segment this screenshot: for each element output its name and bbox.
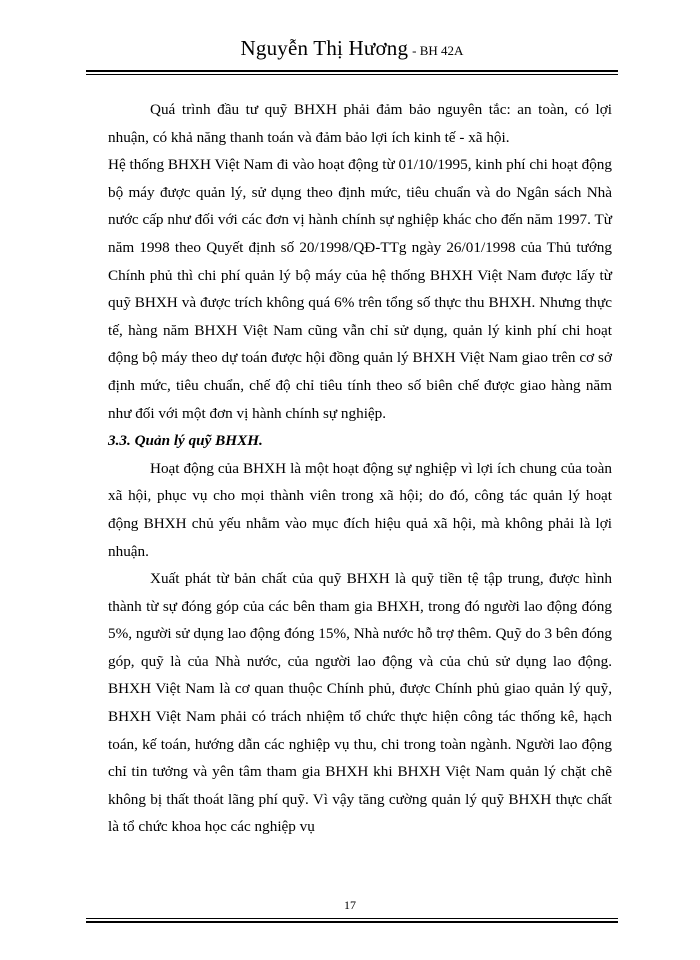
- class-label: - BH 42A: [412, 43, 464, 58]
- paragraph-operating-costs: Hệ thống BHXH Việt Nam đi vào hoạt động từ 01/10/1995, kinh phí chi hoạt động bộ máy được quản lý, sử dụng theo định mức, tiêu chuẩn và do Ngân sách Nhà nước cấp như đối với các đơn vị hành chính sự nghiệp khác cho đến năm 1997. Từ năm 1998 theo Quyết định số 20/1998/QĐ-TTg ngày 26/01/1998 của Thủ tướng Chính phủ thì chi phí quản lý bộ máy của hệ thống BHXH Việt Nam được lấy từ quỹ BHXH và được trích không quá 6% trên tổng số thực thu BHXH. Nhưng thực tế, hàng năm BHXH Việt Nam cũng vẫn chỉ sử dụng, quản lý kinh phí chi hoạt động bộ máy theo dự toán được hội đồng quản lý BHXH Việt Nam giao trên cơ sở định mức, tiêu chuẩn, chế độ chỉ tiêu tính theo số biên chế được giao hàng năm như đối với một đơn vị hành chính sự nghiệp.: [108, 156, 612, 422]
- paragraph-social-purpose: Hoạt động của BHXH là một hoạt động sự nghiệp vì lợi ích chung của toàn xã hội, phục vụ cho mọi thành viên trong xã hội; do đó, công tác quản lý hoạt động BHXH chủ yếu nhằm vào mục đích hiệu quả xã hội, mà không phải là lợi nhuận.: [108, 459, 612, 560]
- page-number: 17: [344, 898, 356, 912]
- document-body: [108, 96, 612, 841]
- paragraph-investment-principles: Quá trình đầu tư quỹ BHXH phải đảm bảo nguyên tắc: an toàn, có lợi nhuận, có khả năng thanh toán và đảm bảo lợi ích kinh tế - xã hội.: [108, 101, 612, 146]
- footer-rule-thick: [86, 921, 618, 923]
- paragraph-fund-nature: Xuất phát từ bản chất của quỹ BHXH là quỹ tiền tệ tập trung, được hình thành từ sự đóng góp của các bên tham gia BHXH, trong đó người lao động đóng 5%, người sử dụng lao động đóng 15%, Nhà nước hỗ trợ thêm. Quỹ do 3 bên đóng góp, quỹ là của Nhà nước, của người lao động và của chủ sử dụng lao động. BHXH Việt Nam là cơ quan thuộc Chính phủ, được Chính phủ giao quản lý quỹ, BHXH Việt Nam phải có trách nhiệm tổ chức thực hiện công tác thống kê, hạch toán, kế toán, hướng dẫn các nghiệp vụ thu, chi trong toàn ngành. Người lao động chỉ tin tưởng và yên tâm tham gia BHXH khi BHXH Việt Nam quản lý chặt chẽ không bị thất thoát lãng phí quỹ. Vì vậy tăng cường quản lý quỹ BHXH thực chất là tổ chức khoa học các nghiệp vụ: [108, 570, 612, 836]
- header-rule-thick: [86, 70, 618, 72]
- author-name: Nguyễn Thị Hương: [240, 36, 409, 60]
- header-rule-thin: [86, 74, 618, 75]
- page-header: [86, 36, 618, 72]
- section-heading: 3.3. Quản lý quỹ BHXH.: [108, 432, 263, 450]
- footer-rule-thin: [86, 918, 618, 919]
